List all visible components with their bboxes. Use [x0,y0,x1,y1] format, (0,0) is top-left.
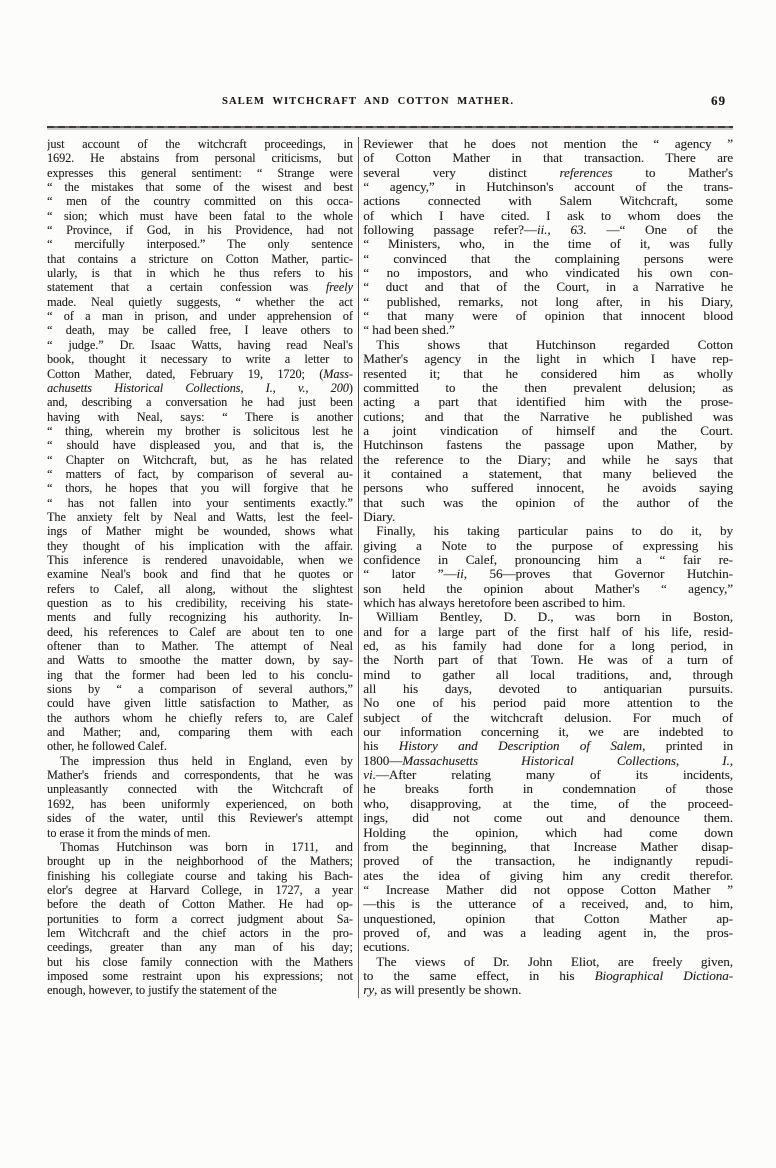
text-line: This shows that Hutchinson regarded Cotton [376,337,733,352]
text-line: Diary. [363,509,396,524]
text-line: acting a part that identified him with the prose- [363,395,733,410]
text-line: and Mather; and, comparing them with each [47,725,353,740]
column-divider-rule [358,137,359,998]
text-line: enough, however, to justify the statement of the [47,983,277,998]
text-line: they thought of his implication with the affair. [47,538,353,553]
text-block [47,137,733,998]
text-line: from the beginning, that Increase Mather disap- [363,839,733,854]
text-line: “ men of the country committed on this occa- [47,194,353,209]
text-line: “ judge.” Dr. Isaac Watts, having read Neal's [47,337,353,352]
text-line: proved of the transaction, he indignantly repudi- [363,854,733,869]
text-line: The anxiety felt by Neal and Watts, lest the feel- [47,509,353,524]
text-line: ing that the former had been led to his conclu- [47,667,353,682]
text-line: “ the mistakes that some of the wisest and best [47,180,353,195]
text-line: Thomas Hutchinson was born in 1711, and [60,839,353,854]
text-line: that such was the opinion of the author of the [363,495,733,510]
text-line: oftener than to Mather. The attempt of Neal [47,639,353,654]
text-line: “ Chapter on Witchcraft, but, as he has related [47,452,353,467]
text-line: actions connected with Salem Witchcraft, some [363,194,733,209]
text-line: to the same effect, in his Biographical Dictiona- [363,968,733,983]
text-line: Cotton Mather, dated, February 19, 1720; (Mass- [47,366,353,381]
text-line: portunities to form a correct judgment about Sa- [47,911,353,926]
text-line: Mather's agency in the light in which I have rep- [363,352,733,367]
text-line: a joint vindication of himself and the Court. [363,423,733,438]
text-line: unpleasantly connected with the Witchcraft of [47,782,353,797]
text-line: his History and Description of Salem, printed in [363,739,733,754]
text-line: “ that many were of opinion that innocent blood [363,309,733,324]
running-head-title: SALEM WITCHCRAFT AND COTTON MATHER. [222,96,515,107]
text-line: ceedings, greater than any man of his day; [47,940,353,955]
text-line: and Watts to smoothe the matter down, by say- [47,653,353,668]
text-line: Reviewer that he does not mention the “ agency ” [363,137,733,151]
text-line: Mather's friends and correspondents, that he was [47,768,353,783]
text-line: —this is the utterance of a received, and, to him, [363,897,733,912]
text-line: ry, as will presently be shown. [363,983,522,998]
text-line: The views of Dr. John Eliot, are freely given, [376,954,733,969]
text-line: imposed some restraint upon his expressions; not [47,968,353,983]
text-line: sides of the water, until this Reviewer's attempt [47,811,353,826]
text-line: of Cotton Mather in that transaction. There are [363,151,733,166]
text-line: “ duct and that of the Court, in a Narrative he [363,280,733,295]
text-line: finishing his collegiate course and taking his Bach- [47,868,353,883]
text-line: deed, his references to Calef are about ten to one [47,624,353,639]
text-line: the authors whom he chiefly refers to, are Calef [47,710,353,725]
page-number: 69 [711,93,726,108]
text-line: 1692. He abstains from personal criticisms, but [47,151,353,166]
text-line: which has always heretofore been ascribed to him. [363,596,626,610]
text-line: the reference to the Diary; and while he says that [363,452,733,467]
text-line: elor's degree at Harvard College, in 1727, a year [47,882,353,897]
text-line: it contained a statement, that many believed the [363,466,733,481]
text-line: “ has not fallen into your sentiments exactly.” [47,495,353,510]
text-line: “ lator ”—ii, 56—proves that Governor Hutchin- [363,567,733,582]
text-line: “ Increase Mather did not oppose Cotton Mather ” [363,882,733,897]
text-line: before the death of Cotton Mather. He had op- [47,897,353,912]
text-line: persons who suffered innocent, he avoids saying [363,481,733,496]
text-line: and, describing a conversation he had just been [47,395,353,410]
text-line: “ death, may be called free, I leave others to [47,323,353,338]
text-line: cutions; and that the Narrative he published was [363,409,733,424]
text-line: ings, did not come out and denounce them. [363,811,733,826]
text-line: William Bentley, D. D., was born in Boston, [376,610,733,625]
text-line: proved of, and was a leading agent in, the pros- [363,925,733,940]
text-line: “ thors, he hopes that you will forgive that he [47,481,353,496]
text-line: other, he followed Calef. [47,739,167,754]
text-line: mind to gather all local traditions, and, through [363,667,733,682]
text-line: Finally, his taking particular pains to do it, by [376,524,733,539]
text-line: refers to Calef, all along, without the slightest [47,581,353,596]
text-line: to erase it from the minds of men. [47,825,211,840]
text-line: all his days, devoted to antiquarian pursuits. [363,682,733,697]
text-line: several very distinct references to Mather's [363,165,733,180]
text-line: “ of a man in prison, and under apprehension of [47,309,353,324]
text-line: “ matters of fact, by comparison of several au- [47,466,353,481]
text-line: achusetts Historical Collections, I., v., 200) [47,380,353,395]
text-line: “ had been shed.” [363,323,455,338]
text-line: vi.—After relating many of its incidents, [363,768,733,783]
text-line: made. Neal quietly suggests, “ whether the act [47,294,353,309]
text-line: ed, as his family had done for a long period, in [363,639,733,654]
text-line: Hutchinson fastens the passage upon Mather, by [363,438,733,453]
text-line: but his close family connection with the Mathers [47,954,353,969]
text-line: the North part of that Town. He was of a turn of [363,653,733,668]
text-line: 1692, has been uniformly experienced, on both [47,796,353,811]
text-line: ings of Mather might be wounded, shows what [47,524,353,539]
text-line: “ convinced that the complaining persons were [363,251,733,266]
text-line: “ Ministers, who, in the time of it, was fully [363,237,733,252]
text-line: he breaks forth in condemnation of those [363,782,733,797]
text-line: following passage refer?—ii., 63. —“ One of the [363,223,733,238]
text-line: subject of the witchcraft delusion. For much of [363,710,733,725]
text-line: having with Neal, says: “ There is another [47,409,353,424]
text-line: “ thing, wherein my brother is solicitous lest he [47,423,353,438]
text-line: No one of his period paid more attention to the [363,696,733,711]
text-line: resented it; that he considered him as wholly [363,366,733,381]
text-line: examine Neal's book and find that he quotes or [47,567,353,582]
text-line: “ agency,” in Hutchinson's account of the trans- [363,180,733,195]
text-line: could have given little satisfaction to Mather, as [47,696,353,711]
text-line: expresses this general sentiment: “ Strange were [47,165,353,180]
text-line: 1800—Massachusetts Historical Collections, I., [363,753,733,768]
text-line: committed to the then prevalent delusion; as [363,380,733,395]
right-column [363,137,733,998]
text-line: The impression thus held in England, even by [60,753,353,768]
text-line: brought up in the neighborhood of the Mathers; [47,854,353,869]
header-rule [47,126,733,128]
text-line: ularly, is that in which he thus refers to his [47,266,353,281]
text-line: lem Witchcraft and the chief actors in the pro- [47,925,353,940]
text-line: confidence in Calef, pronouncing him a “ fair re- [363,552,733,567]
text-line: This inference is rendered unavoidable, when we [47,552,353,567]
text-line: just account of the witchcraft proceedings, in [47,137,353,151]
text-line: book, thought it necessary to write a letter to [47,352,353,367]
text-line: “ mercifully interposed.” The only sentence [47,237,353,252]
text-line: who, disapproving, at the time, of the proceed- [363,796,733,811]
left-column [47,137,353,998]
text-line: son held the opinion about Mather's “ agency,” [363,581,733,596]
text-line: question as to his credibility, receiving his state- [47,596,353,610]
text-line: ates the idea of giving him any credit therefor. [363,868,733,883]
text-line: sions by “ a comparison of several authors,” [47,682,353,697]
text-line: “ Province, if God, in his Providence, had not [47,223,353,238]
text-line: ments and fully recognizing his authority. In- [47,610,353,625]
text-line: of which I have cited. I ask to whom does the [363,208,733,223]
text-line: “ should have displeased you, and that is, the [47,438,353,453]
text-line: statement that a certain confession was freely [47,280,353,295]
text-line: Holding the opinion, which had come down [363,825,733,840]
text-line: our information concerning it, we are indebted to [363,725,733,740]
text-line: that contains a stricture on Cotton Mather, partic- [47,251,353,266]
text-line: “ sion; which must have been fatal to the whole [47,208,353,223]
text-line: ecutions. [363,940,410,955]
text-line: “ published, remarks, not long after, in his Diary, [363,294,733,309]
text-line: “ no impostors, and who vindicated his own con- [363,266,733,281]
text-line: and for a large part of the first half of his life, resid- [363,624,733,639]
text-line: unquestioned, opinion that Cotton Mather ap- [363,911,733,926]
text-line: giving a Note to the purpose of expressing his [363,538,733,553]
